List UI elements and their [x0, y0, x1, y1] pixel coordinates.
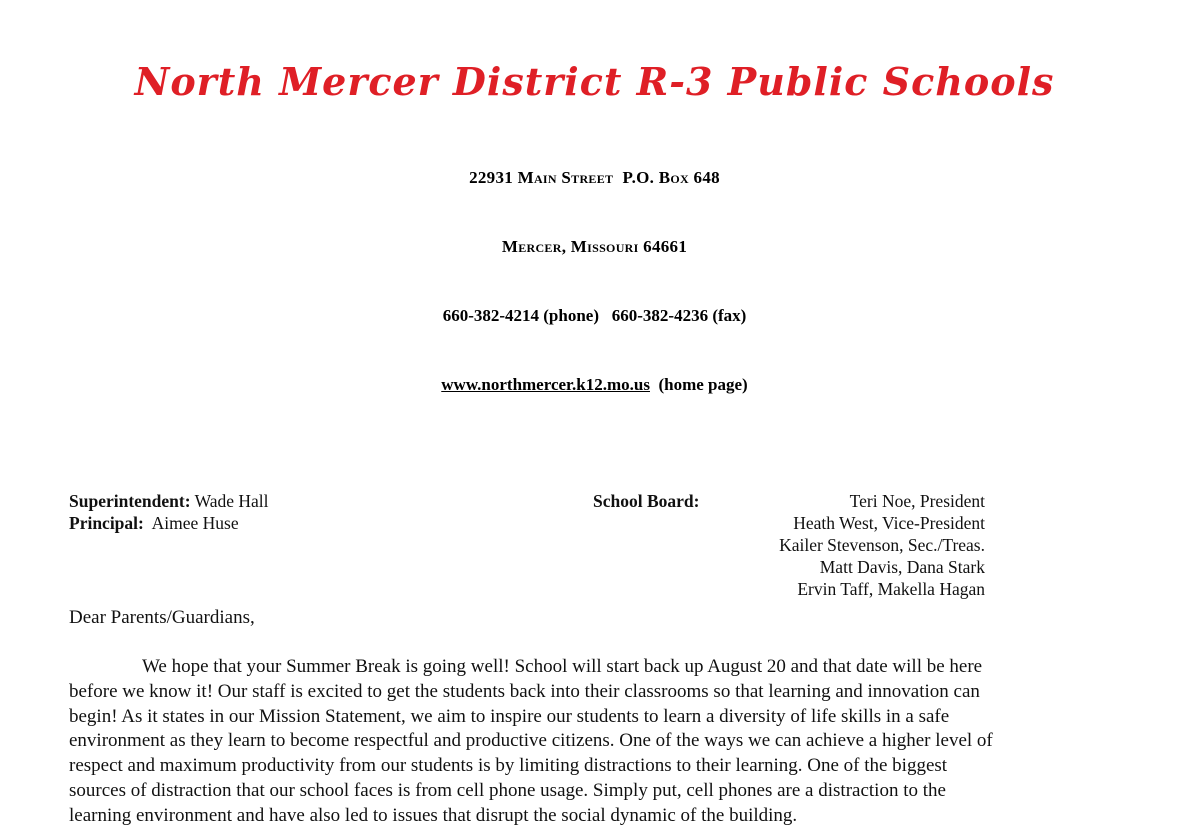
administration-column: [69, 490, 593, 534]
superintendent-label: Superintendent:: [69, 491, 191, 511]
letter-body-paragraph: [69, 655, 1120, 829]
admin-and-board-section: [69, 490, 1120, 600]
board-member: Heath West, Vice-President: [793, 513, 985, 533]
website-link[interactable]: www.northmercer.k12.mo.us: [441, 375, 650, 394]
salutation: Dear Parents/Guardians,: [69, 607, 255, 628]
body-line: environment as they learn to become respectful and productive citizens. One of the ways we can achieve a higher level of: [69, 730, 993, 752]
letter-page: [69, 0, 1120, 829]
body-line: begin! As it states in our Mission Statement, we aim to inspire our students to learn a diversity of life skills in a safe: [69, 705, 950, 727]
body-line: sources of distraction that our school faces is from cell phone usage. Simply put, cell phones are a distraction to the: [69, 779, 946, 801]
website-suffix: (home page): [649, 375, 748, 394]
school-board-row: [593, 490, 985, 512]
board-member: Matt Davis, Dana Stark: [819, 557, 985, 577]
body-line: respect and maximum productivity from our students is by limiting distractions to their learning. One of the biggest: [69, 755, 948, 777]
principal-row: [69, 512, 593, 534]
body-line: We hope that your Summer Break is going well! School will start back up August 20 and that date will be here: [142, 656, 983, 677]
district-title: North Mercer District R-3 Public Schools: [134, 59, 1055, 104]
body-line: learning environment and have also led to issues that disrupt the social dynamic of the building.: [69, 804, 798, 826]
superintendent-row: [69, 490, 593, 512]
website-line: [69, 373, 1120, 396]
body-line: before we know it! Our staff is excited to get the students back into their classrooms so that learning and innovation can: [69, 680, 980, 702]
street-address: 22931 Main Street P.O. Box 648: [469, 168, 720, 187]
superintendent-name: Wade Hall: [190, 491, 269, 511]
city-state-zip: Mercer, Missouri 64661: [501, 237, 688, 256]
principal-label: Principal:: [69, 513, 144, 533]
phone-fax-line: 660-382-4214 (phone) 660-382-4236 (fax): [442, 306, 747, 325]
letterhead-address-block: [69, 120, 1120, 442]
board-member: Kailer Stevenson, Sec./Treas.: [779, 535, 985, 555]
school-board-label: School Board:: [593, 491, 700, 511]
board-member: Teri Noe, President: [849, 491, 985, 511]
board-member: Ervin Taff, Makella Hagan: [797, 579, 985, 599]
school-board-column: [593, 490, 985, 600]
principal-name: Aimee Huse: [143, 513, 239, 533]
